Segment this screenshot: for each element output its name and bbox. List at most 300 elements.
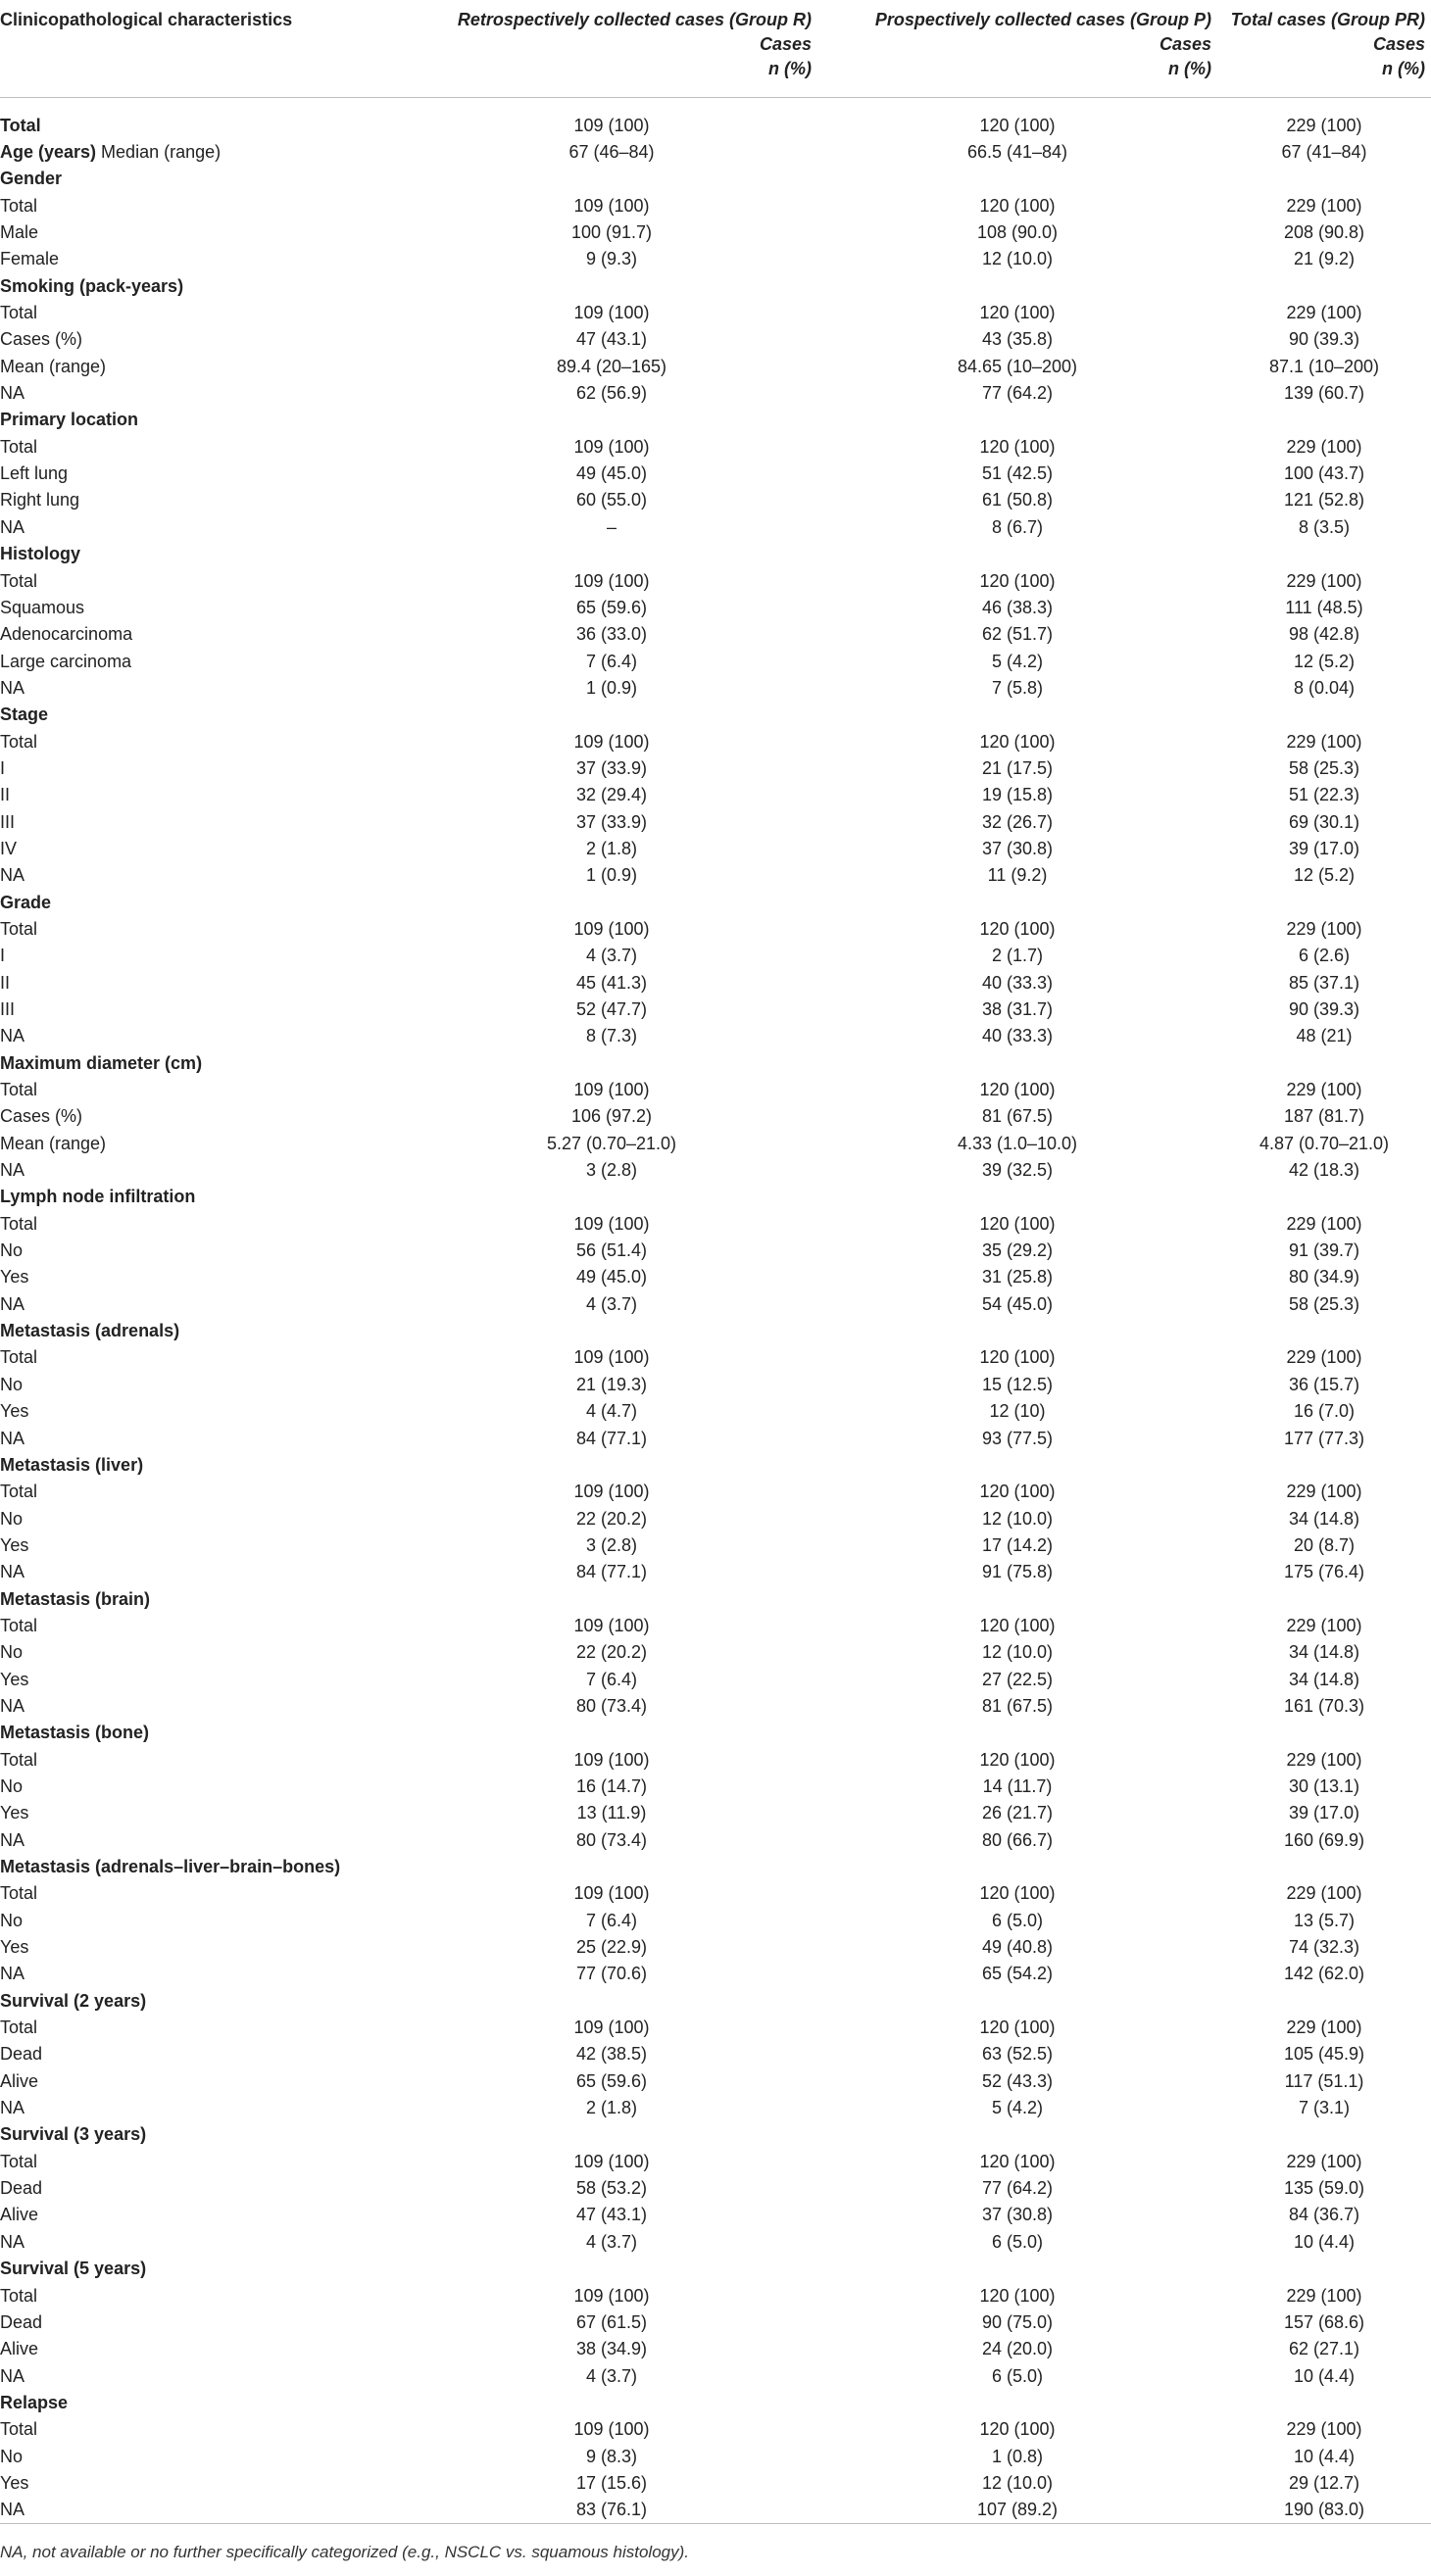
table-body <box>0 113 1431 2524</box>
table-row <box>0 434 1431 461</box>
row-label: Dead <box>0 2178 43 2199</box>
group-p-value: 81 (67.5) <box>981 1695 1054 1716</box>
group-r-value: 7 (6.4) <box>585 1910 638 1930</box>
row-label: No <box>0 1775 24 1796</box>
group-p-value: 37 (30.8) <box>981 838 1054 858</box>
group-p-value: 8 (6.7) <box>991 516 1044 537</box>
group-p-value: 120 (100) <box>979 1347 1056 1368</box>
group-r-value: 109 (100) <box>573 2151 650 2171</box>
row-label: Total <box>0 1080 38 1100</box>
group-r-value: 42 (38.5) <box>575 2044 648 2065</box>
section-label: Maximum diameter (cm) <box>0 1052 203 1073</box>
table-row <box>0 621 1431 648</box>
group-r-value: 67 (46–84) <box>568 142 655 163</box>
group-p-value: 108 (90.0) <box>976 222 1059 243</box>
table-row <box>0 1666 1431 1692</box>
group-pr-value: 229 (100) <box>1286 2151 1362 2171</box>
group-p-value: 120 (100) <box>979 2017 1056 2038</box>
row-label: II <box>0 972 11 993</box>
group-p-value: 6 (5.0) <box>991 2365 1044 2386</box>
table-row <box>0 2175 1431 2202</box>
section-label: Metastasis (bone) <box>0 1723 150 1743</box>
group-pr-value: 161 (70.3) <box>1283 1695 1365 1716</box>
row-label: No <box>0 1910 24 1930</box>
group-pr-value: 229 (100) <box>1286 303 1362 323</box>
section-label: Metastasis (adrenals–liver–brain–bones) <box>0 1857 341 1877</box>
group-p-value: 120 (100) <box>979 918 1056 939</box>
group-p-value: 12 (10.0) <box>981 249 1054 269</box>
table-row <box>0 1693 1431 1720</box>
group-r-value: 65 (59.6) <box>575 2070 648 2091</box>
group-pr-value: 117 (51.1) <box>1284 2070 1364 2091</box>
section-label: Grade <box>0 892 52 912</box>
table-row <box>0 1372 1431 1398</box>
table-row <box>0 2443 1431 2469</box>
group-pr-value: 36 (15.7) <box>1288 1374 1360 1394</box>
group-r-value: 5.27 (0.70–21.0) <box>546 1133 677 1153</box>
table-row <box>0 1613 1431 1639</box>
group-r-value: 106 (97.2) <box>570 1106 653 1127</box>
group-pr-value: 142 (62.0) <box>1283 1964 1365 1984</box>
group-pr-value: 121 (52.8) <box>1283 490 1365 510</box>
section-header-row <box>0 273 1431 300</box>
group-p-value: 40 (33.3) <box>981 1026 1054 1046</box>
group-r-value: – <box>606 516 617 537</box>
group-r-value: 109 (100) <box>573 2285 650 2306</box>
row-label: Total <box>0 1213 38 1234</box>
group-pr-value: 8 (3.5) <box>1298 516 1351 537</box>
row-label <box>0 139 406 166</box>
group-r-value: 47 (43.1) <box>575 2205 648 2225</box>
table-row <box>0 2309 1431 2336</box>
group-r-value: 109 (100) <box>573 2419 650 2440</box>
header-group-p <box>817 8 1217 97</box>
row-label: No <box>0 1374 24 1394</box>
group-p-value: 120 (100) <box>979 303 1056 323</box>
group-r-value: 17 (15.6) <box>575 2472 648 2493</box>
group-r-value: 109 (100) <box>573 2017 650 2038</box>
group-r-value: 45 (41.3) <box>575 972 648 993</box>
group-p-value: 120 (100) <box>979 195 1056 216</box>
row-label: Adenocarcinoma <box>0 624 133 645</box>
row-label: NA <box>0 2098 25 2118</box>
group-pr-value: 229 (100) <box>1286 2285 1362 2306</box>
group-p-value: 65 (54.2) <box>981 1964 1054 1984</box>
row-label: Total <box>0 1749 38 1770</box>
group-r-value: 36 (33.0) <box>575 624 648 645</box>
group-p-value: 6 (5.0) <box>991 1910 1044 1930</box>
header-group-p-title: Prospectively collected cases (Group P) <box>874 10 1211 29</box>
group-p-value: 77 (64.2) <box>981 2178 1054 2199</box>
row-label: Yes <box>0 2472 29 2493</box>
group-p-value: 5 (4.2) <box>991 2098 1044 2118</box>
group-pr-value: 58 (25.3) <box>1288 757 1360 778</box>
table-row <box>0 2470 1431 2497</box>
table-row <box>0 1908 1431 1934</box>
group-pr-value: 85 (37.1) <box>1288 972 1360 993</box>
group-pr-value: 139 (60.7) <box>1283 383 1365 404</box>
group-p-value: 15 (12.5) <box>981 1374 1054 1394</box>
header-group-r-title: Retrospectively collected cases (Group R) <box>457 10 812 29</box>
group-p-value: 40 (33.3) <box>981 972 1054 993</box>
table-row <box>0 675 1431 702</box>
group-pr-value: 62 (27.1) <box>1288 2339 1360 2359</box>
table-row <box>0 1103 1431 1130</box>
table-row <box>0 567 1431 594</box>
row-label: Yes <box>0 1803 29 1823</box>
row-label: Mean (range) <box>0 1133 107 1153</box>
group-r-value: 25 (22.9) <box>575 1937 648 1958</box>
group-p-value: 31 (25.8) <box>981 1267 1054 1288</box>
group-p-value: 91 (75.8) <box>981 1562 1054 1582</box>
section-header-row <box>0 1854 1431 1880</box>
row-label: Right lung <box>0 490 80 510</box>
group-r-value: 8 (7.3) <box>585 1026 638 1046</box>
group-r-value: 77 (70.6) <box>575 1964 648 1984</box>
row-label: NA <box>0 865 25 886</box>
section-label: Survival (3 years) <box>0 2124 147 2145</box>
table-row <box>0 1934 1431 1961</box>
group-pr-value: 20 (8.7) <box>1293 1534 1356 1555</box>
group-pr-value: 7 (3.1) <box>1298 2098 1351 2118</box>
group-r-value: 21 (19.3) <box>575 1374 648 1394</box>
table-row <box>0 326 1431 353</box>
group-p-value: 12 (10.0) <box>981 1642 1054 1663</box>
table-footnote: NA, not available or no further specifically categorized (e.g., NSCLC vs. squamous histology). <box>0 2543 689 2561</box>
header-group-pr-unit: n (%) <box>1382 59 1425 78</box>
group-p-value: 52 (43.3) <box>981 2070 1054 2091</box>
row-label: Total <box>0 1482 38 1502</box>
group-r-value: 3 (2.8) <box>585 1534 638 1555</box>
row-label: Total <box>0 2285 38 2306</box>
row-label: NA <box>0 1428 25 1448</box>
header-group-p-unit: n (%) <box>1168 59 1211 78</box>
group-pr-value: 30 (13.1) <box>1288 1775 1360 1796</box>
group-p-value: 37 (30.8) <box>981 2205 1054 2225</box>
group-p-value: 62 (51.7) <box>981 624 1054 645</box>
section-header-row <box>0 1184 1431 1210</box>
row-label-bold: Age (years) <box>0 142 97 163</box>
group-pr-value: 39 (17.0) <box>1288 1803 1360 1823</box>
table-row <box>0 1398 1431 1425</box>
group-r-value: 109 (100) <box>573 731 650 752</box>
group-p-value: 5 (4.2) <box>991 651 1044 671</box>
group-pr-value: 87.1 (10–200) <box>1268 356 1380 376</box>
group-p-value: 46 (38.3) <box>981 597 1054 617</box>
row-label: Total <box>0 195 38 216</box>
group-p-value: 120 (100) <box>979 436 1056 457</box>
section-label: Histology <box>0 544 81 564</box>
section-label: Relapse <box>0 2392 69 2412</box>
group-r-value: 109 (100) <box>573 1749 650 1770</box>
table-row <box>0 2202 1431 2228</box>
header-group-r-unit: n (%) <box>768 59 812 78</box>
group-r-value: 37 (33.9) <box>575 811 648 832</box>
group-r-value: 60 (55.0) <box>575 490 648 510</box>
header-group-r-cases: Cases <box>759 34 812 54</box>
table-row <box>0 1746 1431 1773</box>
table-row <box>0 219 1431 246</box>
group-pr-value: 16 (7.0) <box>1293 1401 1356 1422</box>
group-p-value: 19 (15.8) <box>981 785 1054 805</box>
group-r-value: 1 (0.9) <box>585 677 638 698</box>
group-p-value: 120 (100) <box>979 1482 1056 1502</box>
row-label: Alive <box>0 2070 39 2091</box>
group-r-value: 2 (1.8) <box>585 838 638 858</box>
group-r-value: 3 (2.8) <box>585 1160 638 1181</box>
table-header <box>0 8 1431 113</box>
group-r-value: 109 (100) <box>573 303 650 323</box>
row-label: Total <box>0 115 41 135</box>
group-pr-value: 229 (100) <box>1286 570 1362 591</box>
section-label: Primary location <box>0 410 139 430</box>
group-p-value: 120 (100) <box>979 115 1056 135</box>
row-label: Total <box>0 2151 38 2171</box>
group-p-value: 14 (11.7) <box>982 1775 1053 1796</box>
header-group-pr-title: Total cases (Group PR) <box>1230 10 1425 29</box>
group-pr-value: 10 (4.4) <box>1293 2365 1356 2386</box>
group-r-value: 109 (100) <box>573 1883 650 1904</box>
group-r-value: 67 (61.5) <box>575 2311 648 2332</box>
group-r-value: 22 (20.2) <box>575 1642 648 1663</box>
row-label: Yes <box>0 1937 29 1958</box>
group-r-value: 32 (29.4) <box>575 785 648 805</box>
group-r-value: 49 (45.0) <box>575 463 648 484</box>
section-header-row <box>0 407 1431 433</box>
group-pr-value: 69 (30.1) <box>1288 811 1360 832</box>
group-p-value: 38 (31.7) <box>981 999 1054 1020</box>
group-r-value: 1 (0.9) <box>585 865 638 886</box>
group-p-value: 4.33 (1.0–10.0) <box>957 1133 1078 1153</box>
table-row <box>0 2068 1431 2095</box>
table-row <box>0 514 1431 541</box>
row-label: Total <box>0 2017 38 2038</box>
table-row <box>0 2149 1431 2175</box>
section-header-row <box>0 889 1431 915</box>
row-label: Yes <box>0 1669 29 1689</box>
group-p-value: 35 (29.2) <box>981 1240 1054 1261</box>
group-p-value: 6 (5.0) <box>991 2231 1044 2252</box>
group-r-value: 16 (14.7) <box>575 1775 648 1796</box>
group-pr-value: 229 (100) <box>1286 1482 1362 1502</box>
group-pr-value: 10 (4.4) <box>1293 2446 1356 2466</box>
row-label: I <box>0 757 6 778</box>
group-pr-value: 157 (68.6) <box>1283 2311 1365 2332</box>
row-label: III <box>0 811 16 832</box>
table-row <box>0 300 1431 326</box>
group-p-value: 39 (32.5) <box>981 1160 1054 1181</box>
group-pr-value: 111 (48.5) <box>1285 597 1363 617</box>
table-row <box>0 1264 1431 1290</box>
header-group-r <box>406 8 817 97</box>
group-pr-value: 160 (69.9) <box>1283 1829 1365 1850</box>
group-p-value: 63 (52.5) <box>981 2044 1054 2065</box>
row-label: NA <box>0 1026 25 1046</box>
group-p-value: 77 (64.2) <box>981 383 1054 404</box>
row-label: NA <box>0 1293 25 1314</box>
group-pr-value: 135 (59.0) <box>1283 2178 1365 2199</box>
table-row <box>0 193 1431 219</box>
group-pr-value: 13 (5.7) <box>1293 1910 1356 1930</box>
row-label: NA <box>0 1829 25 1850</box>
section-header-row <box>0 702 1431 728</box>
table-row <box>0 1077 1431 1103</box>
group-p-value: 80 (66.7) <box>981 1829 1054 1850</box>
group-pr-value: 84 (36.7) <box>1288 2205 1360 2225</box>
row-label: Yes <box>0 1401 29 1422</box>
row-label: Alive <box>0 2205 39 2225</box>
group-pr-value: 34 (14.8) <box>1288 1642 1360 1663</box>
row-label: Total <box>0 2419 38 2440</box>
group-r-value: 109 (100) <box>573 918 650 939</box>
row-label: Male <box>0 222 39 243</box>
table-row <box>0 1238 1431 1264</box>
group-r-value: 22 (20.2) <box>575 1508 648 1529</box>
group-r-value: 58 (53.2) <box>575 2178 648 2199</box>
group-pr-value: 229 (100) <box>1286 1749 1362 1770</box>
table-row <box>0 2416 1431 2443</box>
table-row <box>0 1131 1431 1157</box>
table-row <box>0 595 1431 621</box>
group-r-value: 4 (3.7) <box>585 1293 638 1314</box>
group-r-value: 56 (51.4) <box>575 1240 648 1261</box>
section-label: Stage <box>0 705 49 725</box>
group-pr-value: 67 (41–84) <box>1281 142 1367 163</box>
row-label: NA <box>0 383 25 404</box>
row-label: No <box>0 1240 24 1261</box>
table-row <box>0 380 1431 407</box>
group-r-value: 7 (6.4) <box>585 1669 638 1689</box>
group-r-value: 109 (100) <box>573 195 650 216</box>
group-pr-value: 229 (100) <box>1286 2419 1362 2440</box>
row-label: NA <box>0 516 25 537</box>
group-p-value: 32 (26.7) <box>981 811 1054 832</box>
table-row <box>0 808 1431 835</box>
group-r-value: 62 (56.9) <box>575 383 648 404</box>
group-r-value: 9 (8.3) <box>585 2446 638 2466</box>
section-header-row <box>0 1585 1431 1612</box>
table-row <box>0 1532 1431 1559</box>
row-label: Squamous <box>0 597 85 617</box>
table-row <box>0 2362 1431 2389</box>
row-label: No <box>0 2446 24 2466</box>
group-p-value: 12 (10.0) <box>981 2472 1054 2493</box>
group-pr-value: 29 (12.7) <box>1288 2472 1360 2493</box>
group-r-value: 109 (100) <box>573 1347 650 1368</box>
row-label: Cases (%) <box>0 329 83 350</box>
group-r-value: 13 (11.9) <box>576 1803 647 1823</box>
row-label: Dead <box>0 2311 43 2332</box>
table-row <box>0 246 1431 272</box>
group-pr-value: 80 (34.9) <box>1288 1267 1360 1288</box>
table-row <box>0 487 1431 513</box>
row-label: II <box>0 785 11 805</box>
row-label: Yes <box>0 1534 29 1555</box>
group-r-value: 109 (100) <box>573 1482 650 1502</box>
group-pr-value: 190 (83.0) <box>1217 2497 1431 2524</box>
table-row <box>0 1827 1431 1854</box>
table-row <box>0 1639 1431 1666</box>
group-r-value: 2 (1.8) <box>585 2098 638 2118</box>
row-label: NA <box>0 1964 25 1984</box>
section-label: Metastasis (liver) <box>0 1454 144 1475</box>
table-row <box>0 113 1431 139</box>
row-label: IV <box>0 838 18 858</box>
group-pr-value: 74 (32.3) <box>1288 1937 1360 1958</box>
group-r-value: 4 (3.7) <box>585 946 638 966</box>
group-pr-value: 229 (100) <box>1286 1080 1362 1100</box>
group-pr-value: 12 (5.2) <box>1293 651 1356 671</box>
section-header-row <box>0 166 1431 192</box>
group-p-value: 120 (100) <box>979 731 1056 752</box>
row-label: NA <box>0 677 25 698</box>
group-p-value: 17 (14.2) <box>981 1534 1054 1555</box>
table-row <box>0 1344 1431 1371</box>
group-r-value: 4 (4.7) <box>585 1401 638 1422</box>
table-row <box>0 1505 1431 1531</box>
row-label: No <box>0 1642 24 1663</box>
table-row <box>0 1023 1431 1049</box>
group-r-value: 37 (33.9) <box>575 757 648 778</box>
table-row <box>0 2282 1431 2309</box>
table-row <box>0 2497 1431 2524</box>
group-p-value: 2 (1.7) <box>991 946 1044 966</box>
row-label: Total <box>0 436 38 457</box>
group-r-value: 83 (76.1) <box>406 2497 817 2524</box>
group-pr-value: 4.87 (0.70–21.0) <box>1258 1133 1390 1153</box>
group-r-value: 9 (9.3) <box>585 249 638 269</box>
row-label: Total <box>0 570 38 591</box>
row-label: Total <box>0 303 38 323</box>
group-p-value: 120 (100) <box>979 1080 1056 1100</box>
table-row <box>0 970 1431 996</box>
row-label: NA <box>0 1562 25 1582</box>
table-row <box>0 1961 1431 1987</box>
section-label: Survival (2 years) <box>0 1990 147 2011</box>
group-p-value: 84.65 (10–200) <box>957 356 1078 376</box>
group-p-value: 27 (22.5) <box>981 1669 1054 1689</box>
group-r-value: 109 (100) <box>573 1615 650 1635</box>
group-r-value: 4 (3.7) <box>585 2231 638 2252</box>
group-pr-value: 8 (0.04) <box>1293 677 1356 698</box>
row-label: Dead <box>0 2044 43 2065</box>
group-p-value: 120 (100) <box>979 2151 1056 2171</box>
row-label: III <box>0 999 16 1020</box>
group-pr-value: 229 (100) <box>1286 1213 1362 1234</box>
table-row <box>0 139 1431 166</box>
table-row <box>0 755 1431 782</box>
table-row <box>0 2095 1431 2121</box>
group-p-value: 120 (100) <box>979 1615 1056 1635</box>
group-pr-value: 34 (14.8) <box>1288 1508 1360 1529</box>
group-r-value: 65 (59.6) <box>575 597 648 617</box>
group-r-value: 109 (100) <box>573 436 650 457</box>
table-row <box>0 1559 1431 1585</box>
group-p-value: 24 (20.0) <box>981 2339 1054 2359</box>
row-label: Total <box>0 731 38 752</box>
group-pr-value: 21 (9.2) <box>1293 249 1356 269</box>
row-label: Total <box>0 1615 38 1635</box>
clinicopathological-table <box>0 8 1431 2524</box>
group-r-value: 84 (77.1) <box>575 1562 648 1582</box>
group-p-value: 81 (67.5) <box>981 1106 1054 1127</box>
group-pr-value: 90 (39.3) <box>1288 999 1360 1020</box>
group-pr-value: 229 (100) <box>1286 115 1362 135</box>
group-pr-value: 229 (100) <box>1286 1615 1362 1635</box>
group-p-value: 21 (17.5) <box>981 757 1054 778</box>
group-r-value: 47 (43.1) <box>575 329 648 350</box>
group-r-value: 109 (100) <box>573 1213 650 1234</box>
